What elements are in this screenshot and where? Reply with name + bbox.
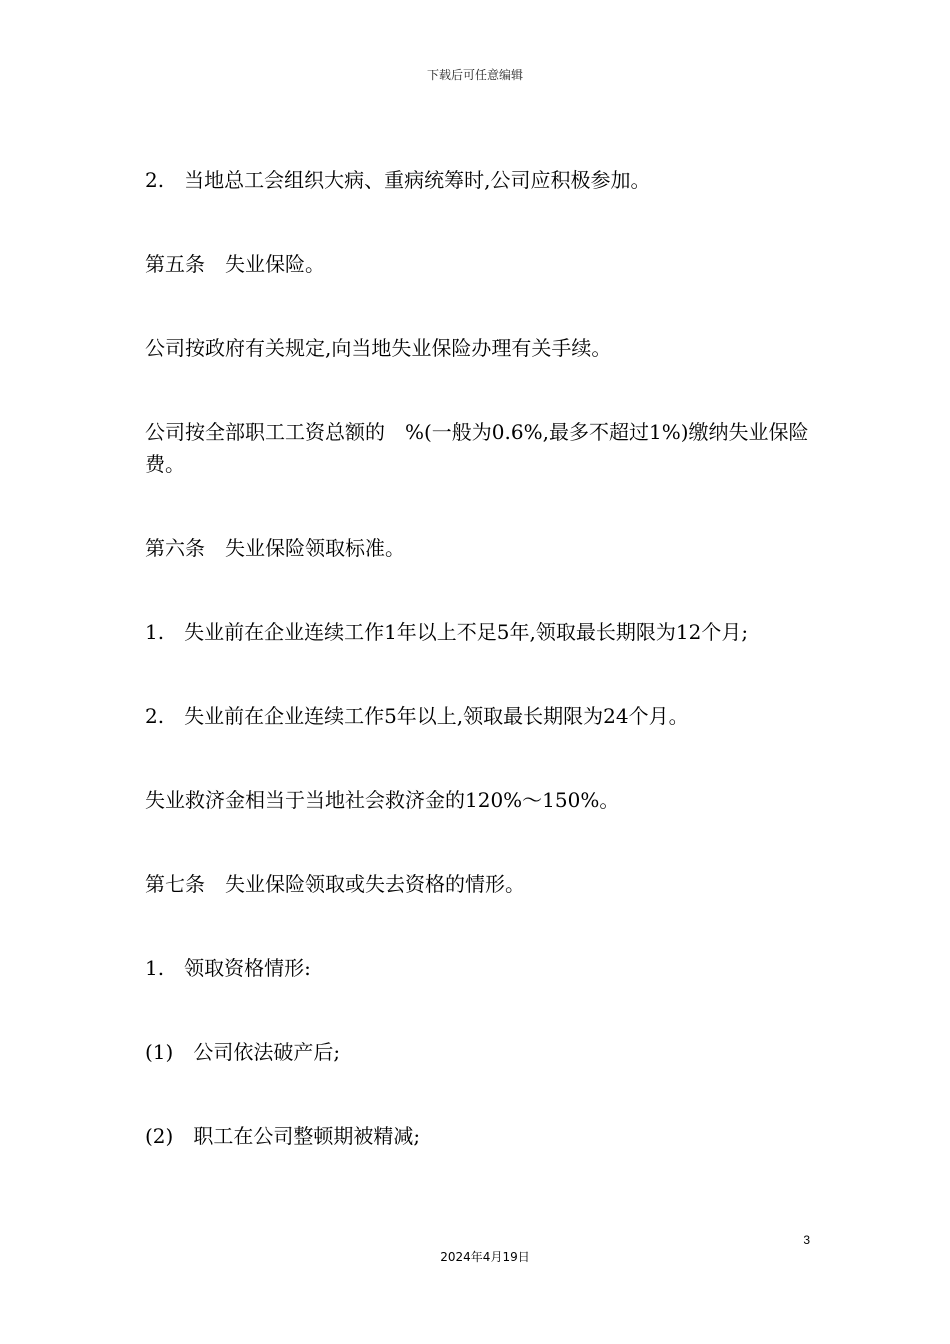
article-7-heading: 第七条 失业保险领取或失去资格的情形。 (145, 872, 525, 896)
footer-date: 2024年4月19日 (440, 1250, 530, 1264)
page-number: 3 (803, 1233, 810, 1247)
page-header: 下载后可任意编辑 (426, 68, 523, 82)
paragraph-premium-rate: 公司按全部职工工资总额的 %(一般为0.6%,最多不超过1%)缴纳失业保险费。 (145, 420, 809, 476)
paragraph-procedures: 公司按政府有关规定,向当地失业保险办理有关手续。 (145, 336, 612, 360)
article-6-heading: 第六条 失业保险领取标准。 (145, 536, 405, 560)
paragraph-item-2-illness: 2. 当地总工会组织大病、重病统筹时,公司应积极参加。 (145, 168, 651, 192)
document-body (145, 164, 825, 1204)
paragraph-item-2-duration: 2. 失业前在企业连续工作5年以上,领取最长期限为24个月。 (145, 704, 689, 728)
paragraph-eligibility-heading: 1. 领取资格情形: (145, 956, 311, 980)
paragraph-eligibility-item-2: (2) 职工在公司整顿期被精减; (145, 1124, 421, 1148)
paragraph-relief-amount: 失业救济金相当于当地社会救济金的120%～150%。 (145, 788, 620, 812)
paragraph-item-1-duration: 1. 失业前在企业连续工作1年以上不足5年,领取最长期限为12个月; (145, 620, 749, 644)
paragraph-eligibility-item-1: (1) 公司依法破产后; (145, 1040, 341, 1064)
article-5-heading: 第五条 失业保险。 (145, 252, 325, 276)
